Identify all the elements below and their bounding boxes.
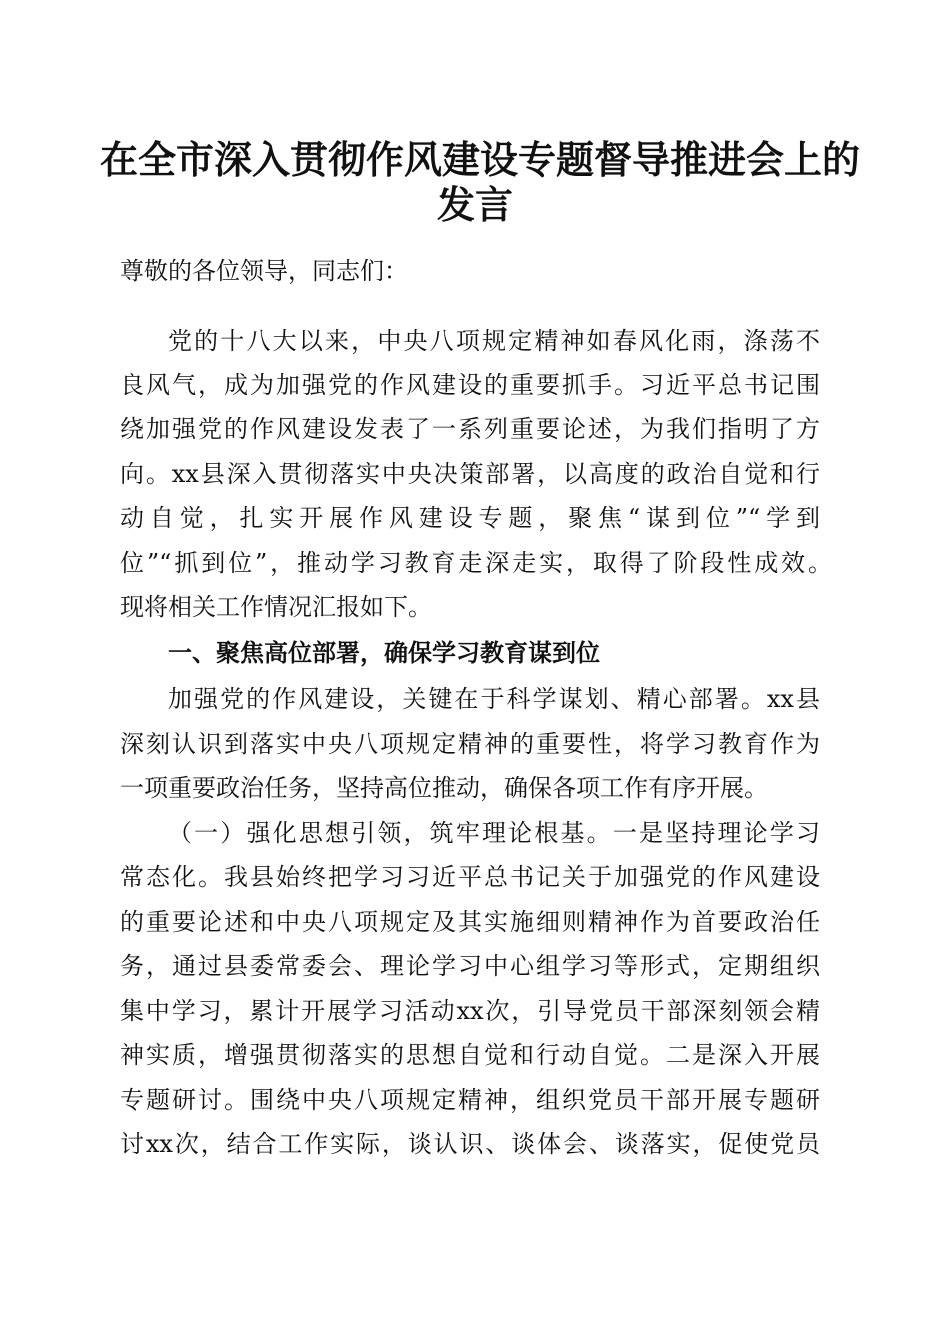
intro-line: 良风气，成为加强党的作风建设的重要抓手。习近平总书记围 [120,371,820,399]
section-1-line: 加强党的作风建设，关键在于科学谋划、精心部署。xx县 [168,685,820,713]
intro-line: 向。xx县深入贯彻落实中央决策部署，以高度的政治自觉和行 [120,460,820,488]
intro-line: 现将相关工作情况汇报如下。 [120,593,432,621]
subsection-1-line: 集中学习，累计开展学习活动xx次，引导党员干部深刻领会精 [120,997,820,1025]
section-1-line: 一项重要政治任务，坚持高位推动，确保各项工作有序开展。 [120,774,768,802]
subsection-1-line: （一）强化思想引领，筑牢理论根基。一是坚持理论学习 [168,819,820,847]
document-title-line-1: 在全市深入贯彻作风建设专题督导推进会上的 [100,137,861,182]
intro-line: 绕加强党的作风建设发表了一系列重要论述，为我们指明了方 [120,415,820,443]
salutation: 尊敬的各位领导，同志们： [120,257,408,285]
intro-line: 位”“抓到位”，推动学习教育走深走实，取得了阶段性成效。 [120,549,832,577]
subsection-1-line: 讨xx次，结合工作实际，谈认识、谈体会、谈落实，促使党员 [120,1130,820,1158]
subsection-1-line: 常态化。我县始终把学习习近平总书记关于加强党的作风建设 [120,863,820,891]
section-heading-1: 一、聚焦高位部署，确保学习教育谋到位 [168,639,600,667]
intro-line: 动自觉，扎实开展作风建设专题，聚焦“谋到位”“学到 [120,504,820,532]
section-1-line: 深刻认识到落实中央八项规定精神的重要性，将学习教育作为 [120,730,820,758]
subsection-1-line: 专题研讨。围绕中央八项规定精神，组织党员干部开展专题研 [120,1086,820,1114]
subsection-1-line: 的重要论述和中央八项规定及其实施细则精神作为首要政治任 [120,908,820,936]
subsection-1-line: 神实质，增强贯彻落实的思想自觉和行动自觉。二是深入开展 [120,1041,820,1069]
intro-line: 党的十八大以来，中央八项规定精神如春风化雨，涤荡不 [168,327,820,355]
document-title-line-2: 发言 [436,182,513,227]
subsection-1-line: 务，通过县委常委会、理论学习中心组学习等形式，定期组织 [120,952,820,980]
